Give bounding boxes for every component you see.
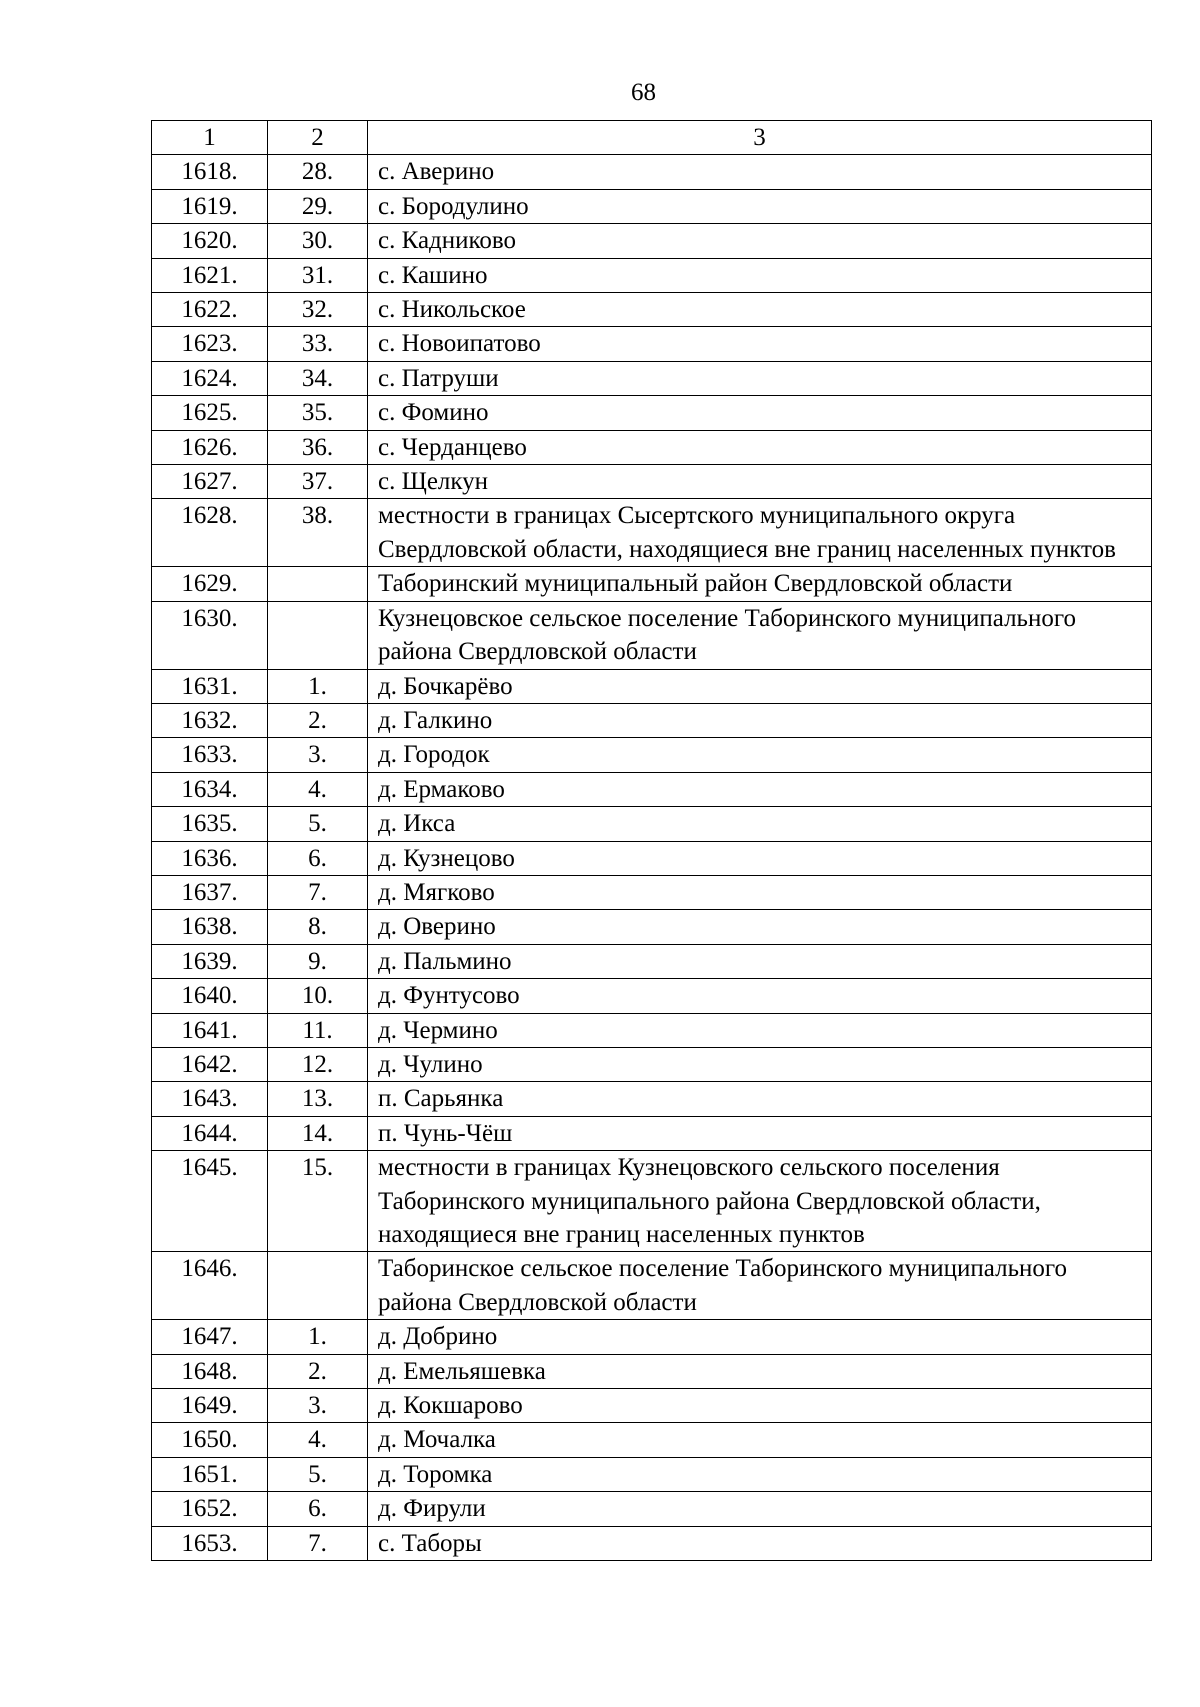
settlements-table [151,120,1152,1561]
table-row [152,258,1152,292]
table-row [152,601,1152,669]
sub-number-cell: 5. [268,1457,368,1491]
sub-number-cell: 1. [268,669,368,703]
sub-number-cell: 15. [268,1151,368,1252]
table-row [152,1389,1152,1423]
header-col-3: 3 [368,121,1152,155]
sub-number-cell: 2. [268,703,368,737]
row-number-cell: 1628. [152,499,268,567]
row-number-cell: 1649. [152,1389,268,1423]
row-number-cell: 1632. [152,703,268,737]
settlement-name-cell: п. Чунь-Чёш [368,1116,1152,1150]
table-row [152,979,1152,1013]
row-number-cell: 1652. [152,1492,268,1526]
row-number-cell: 1634. [152,772,268,806]
table-row [152,155,1152,189]
sub-number-cell [268,1252,368,1320]
row-number-cell: 1633. [152,738,268,772]
sub-number-cell: 35. [268,396,368,430]
table-row [152,465,1152,499]
settlement-name-cell: Кузнецовское сельское поселение Таборинского муниципального района Свердловской области [368,601,1152,669]
sub-number-cell: 6. [268,841,368,875]
sub-number-cell: 7. [268,1526,368,1560]
row-number-cell: 1631. [152,669,268,703]
sub-number-cell: 34. [268,361,368,395]
table-row [152,499,1152,567]
settlement-name-cell: д. Кокшарово [368,1389,1152,1423]
row-number-cell: 1622. [152,293,268,327]
settlement-name-cell: д. Галкино [368,703,1152,737]
sub-number-cell: 5. [268,807,368,841]
table-row [152,738,1152,772]
settlement-name-cell: д. Ермаково [368,772,1152,806]
header-col-1: 1 [152,121,268,155]
row-number-cell: 1620. [152,224,268,258]
row-number-cell: 1645. [152,1151,268,1252]
row-number-cell: 1625. [152,396,268,430]
table-row [152,875,1152,909]
table-row [152,224,1152,258]
table-row [152,327,1152,361]
sub-number-cell: 33. [268,327,368,361]
table-row [152,293,1152,327]
table-row [152,1116,1152,1150]
table-row [152,807,1152,841]
row-number-cell: 1646. [152,1252,268,1320]
sub-number-cell: 6. [268,1492,368,1526]
sub-number-cell: 28. [268,155,368,189]
sub-number-cell: 7. [268,875,368,909]
page-number: 68 [631,79,656,106]
row-number-cell: 1648. [152,1354,268,1388]
sub-number-cell: 9. [268,944,368,978]
sub-number-cell: 38. [268,499,368,567]
settlement-name-cell: д. Кузнецово [368,841,1152,875]
row-number-cell: 1636. [152,841,268,875]
row-number-cell: 1619. [152,189,268,223]
sub-number-cell: 13. [268,1082,368,1116]
sub-number-cell [268,601,368,669]
row-number-cell: 1644. [152,1116,268,1150]
table-row [152,396,1152,430]
row-number-cell: 1651. [152,1457,268,1491]
row-number-cell: 1640. [152,979,268,1013]
settlement-name-cell: д. Пальмино [368,944,1152,978]
sub-number-cell: 3. [268,1389,368,1423]
row-number-cell: 1642. [152,1047,268,1081]
settlement-name-cell: с. Никольское [368,293,1152,327]
table-header-row [152,121,1152,155]
settlement-name-cell: д. Емельяшевка [368,1354,1152,1388]
table-row [152,189,1152,223]
settlement-name-cell: с. Бородулино [368,189,1152,223]
settlement-name-cell: д. Мягково [368,875,1152,909]
table-row [152,944,1152,978]
header-col-2: 2 [268,121,368,155]
settlement-name-cell: с. Патруши [368,361,1152,395]
row-number-cell: 1621. [152,258,268,292]
settlement-name-cell: д. Городок [368,738,1152,772]
row-number-cell: 1618. [152,155,268,189]
row-number-cell: 1650. [152,1423,268,1457]
settlement-name-cell: с. Щелкун [368,465,1152,499]
row-number-cell: 1653. [152,1526,268,1560]
settlement-name-cell: с. Кашино [368,258,1152,292]
sub-number-cell: 10. [268,979,368,1013]
settlement-name-cell: с. Кадниково [368,224,1152,258]
settlement-name-cell: д. Торомка [368,1457,1152,1491]
settlement-name-cell: с. Фомино [368,396,1152,430]
sub-number-cell: 4. [268,772,368,806]
settlement-name-cell: с. Аверино [368,155,1152,189]
table-row [152,669,1152,703]
sub-number-cell: 32. [268,293,368,327]
settlement-name-cell: д. Чермино [368,1013,1152,1047]
settlement-name-cell: д. Икса [368,807,1152,841]
table-row [152,1252,1152,1320]
settlement-name-cell: п. Сарьянка [368,1082,1152,1116]
row-number-cell: 1643. [152,1082,268,1116]
settlement-name-cell: с. Новоипатово [368,327,1152,361]
sub-number-cell: 12. [268,1047,368,1081]
settlement-name-cell: д. Фунтусово [368,979,1152,1013]
row-number-cell: 1624. [152,361,268,395]
row-number-cell: 1626. [152,430,268,464]
table-row [152,1492,1152,1526]
settlement-name-cell: д. Мочалка [368,1423,1152,1457]
row-number-cell: 1635. [152,807,268,841]
row-number-cell: 1623. [152,327,268,361]
table-row [152,1354,1152,1388]
sub-number-cell: 1. [268,1320,368,1354]
table-body [152,155,1152,1561]
table-row [152,1526,1152,1560]
settlement-name-cell: Таборинское сельское поселение Таборинского муниципального района Свердловской области [368,1252,1152,1320]
sub-number-cell: 29. [268,189,368,223]
row-number-cell: 1641. [152,1013,268,1047]
sub-number-cell: 14. [268,1116,368,1150]
row-number-cell: 1647. [152,1320,268,1354]
sub-number-cell: 4. [268,1423,368,1457]
settlement-name-cell: местности в границах Сысертского муниципального округа Свердловской области, находящиеся вне границ населенных пунктов [368,499,1152,567]
sub-number-cell: 11. [268,1013,368,1047]
table-row [152,703,1152,737]
table-row [152,1423,1152,1457]
settlement-name-cell: Таборинский муниципальный район Свердловской области [368,567,1152,601]
sub-number-cell: 3. [268,738,368,772]
row-number-cell: 1627. [152,465,268,499]
table-row [152,1320,1152,1354]
row-number-cell: 1639. [152,944,268,978]
settlement-name-cell: местности в границах Кузнецовского сельского поселения Таборинского муниципального района Свердловской области, находящиеся вне границ населенных пунктов [368,1151,1152,1252]
sub-number-cell: 36. [268,430,368,464]
table-row [152,1047,1152,1081]
settlement-name-cell: д. Оверино [368,910,1152,944]
table-row [152,1151,1152,1252]
sub-number-cell: 30. [268,224,368,258]
sub-number-cell [268,567,368,601]
table-row [152,772,1152,806]
row-number-cell: 1630. [152,601,268,669]
settlement-name-cell: д. Фирули [368,1492,1152,1526]
table-row [152,361,1152,395]
table-row [152,430,1152,464]
settlement-name-cell: с. Черданцево [368,430,1152,464]
settlement-name-cell: д. Бочкарёво [368,669,1152,703]
table-row [152,1013,1152,1047]
sub-number-cell: 31. [268,258,368,292]
row-number-cell: 1629. [152,567,268,601]
sub-number-cell: 8. [268,910,368,944]
sub-number-cell: 37. [268,465,368,499]
sub-number-cell: 2. [268,1354,368,1388]
table-row [152,1082,1152,1116]
table-row [152,567,1152,601]
row-number-cell: 1637. [152,875,268,909]
settlement-name-cell: д. Чулино [368,1047,1152,1081]
row-number-cell: 1638. [152,910,268,944]
settlement-name-cell: д. Добрино [368,1320,1152,1354]
table-row [152,910,1152,944]
table-row [152,841,1152,875]
table-row [152,1457,1152,1491]
settlement-name-cell: с. Таборы [368,1526,1152,1560]
